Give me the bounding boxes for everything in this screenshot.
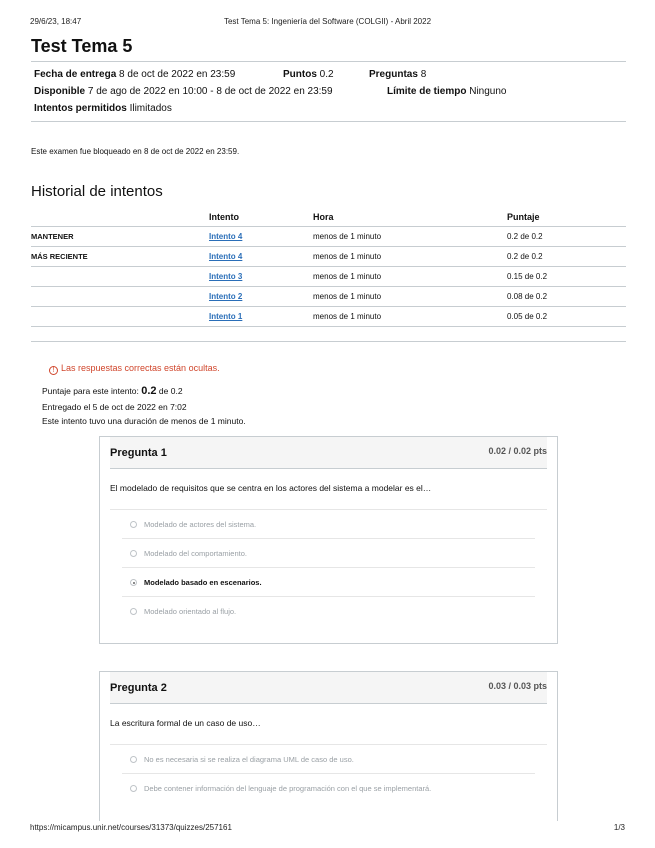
answer-option[interactable] xyxy=(122,597,535,626)
row-tag xyxy=(31,306,209,326)
row-time: menos de 1 minuto xyxy=(313,266,507,286)
hidden-warning-text: Las respuestas correctas están ocultas. xyxy=(61,363,220,373)
row-tag xyxy=(31,286,209,306)
header-tag xyxy=(31,208,209,226)
row-time: menos de 1 minuto xyxy=(313,286,507,306)
points xyxy=(283,69,334,80)
score-suffix: de 0.2 xyxy=(158,386,183,396)
radio-button[interactable] xyxy=(130,550,137,557)
due-date xyxy=(34,69,235,80)
score-value: 0.2 xyxy=(141,385,157,397)
table-header-row xyxy=(31,208,626,226)
answer-label: Modelado de actores del sistema. xyxy=(144,520,257,529)
row-time: menos de 1 minuto xyxy=(313,226,507,246)
row-tag: MÁS RECIENTE xyxy=(31,246,209,266)
row-time: menos de 1 minuto xyxy=(313,246,507,266)
page-number: 1/3 xyxy=(613,823,625,832)
score-prefix: Puntaje para este intento: xyxy=(42,386,139,396)
time-limit xyxy=(387,86,507,97)
table-row xyxy=(31,306,626,326)
questions-count xyxy=(369,69,426,80)
header-time: Hora xyxy=(313,208,507,226)
question-text: El modelado de requisitos que se centra en los actores del sistema a modelar es el… xyxy=(110,469,547,510)
answer-option[interactable] xyxy=(122,510,535,539)
attempts-value: Ilimitados xyxy=(129,103,172,114)
table-row xyxy=(31,286,626,306)
warning-icon: ! xyxy=(49,366,58,375)
radio-button[interactable] xyxy=(130,756,137,763)
time-limit-label: Límite de tiempo xyxy=(387,86,467,97)
header-score: Puntaje xyxy=(507,208,626,226)
hidden-answers-warning xyxy=(49,363,220,375)
row-score: 0.15 de 0.2 xyxy=(507,266,626,286)
print-date: 29/6/23, 18:47 xyxy=(30,17,82,26)
availability xyxy=(34,86,333,97)
available-value: 7 de ago de 2022 en 10:00 - 8 de oct de 2022 en 23:59 xyxy=(87,86,333,97)
radio-button[interactable] xyxy=(130,785,137,792)
attempt-link[interactable]: Intento 2 xyxy=(209,291,243,301)
answer-label: No es necesaria si se realiza el diagrama UML de caso de uso. xyxy=(144,755,354,764)
question-title: Pregunta 2 xyxy=(110,682,167,694)
attempts-label: Intentos permitidos xyxy=(34,103,127,114)
locked-message: Este examen fue bloqueado en 8 de oct de 2022 en 23:59. xyxy=(31,147,240,156)
available-label: Disponible xyxy=(34,86,86,97)
allowed-attempts xyxy=(34,103,172,114)
answer-option[interactable] xyxy=(122,745,535,774)
questions-value: 8 xyxy=(420,69,427,80)
answer-label: Debe contener información del lenguaje de programación con el que se implementará. xyxy=(144,784,432,793)
table-row xyxy=(31,246,626,266)
question-points: 0.03 / 0.03 pts xyxy=(488,681,547,691)
row-score: 0.2 de 0.2 xyxy=(507,246,626,266)
question-text: La escritura formal de un caso de uso… xyxy=(110,704,547,745)
attempt-score xyxy=(42,385,183,397)
radio-button[interactable] xyxy=(130,608,137,615)
table-row xyxy=(31,226,626,246)
header-attempt: Intento xyxy=(209,208,313,226)
quiz-details xyxy=(31,61,626,122)
due-label: Fecha de entrega xyxy=(34,69,117,80)
row-score: 0.05 de 0.2 xyxy=(507,306,626,326)
answer-option-selected[interactable] xyxy=(122,568,535,597)
history-divider xyxy=(31,341,626,342)
points-value: 0.2 xyxy=(319,69,334,80)
submitted-info: Entregado el 5 de oct de 2022 en 7:02 xyxy=(42,402,187,412)
question-card xyxy=(99,671,558,821)
table-row xyxy=(31,266,626,286)
attempt-link[interactable]: Intento 1 xyxy=(209,311,243,321)
question-card xyxy=(99,436,558,644)
answer-label: Modelado del comportamiento. xyxy=(144,549,247,558)
row-score: 0.2 de 0.2 xyxy=(507,226,626,246)
attempt-link[interactable]: Intento 4 xyxy=(209,251,243,261)
question-header xyxy=(110,672,547,704)
row-tag xyxy=(31,266,209,286)
answer-list xyxy=(122,745,535,803)
due-value: 8 de oct de 2022 en 23:59 xyxy=(119,69,236,80)
page-title: Test Tema 5 xyxy=(31,36,133,56)
attempt-history-table xyxy=(31,208,626,327)
question-title: Pregunta 1 xyxy=(110,447,167,459)
duration-info: Este intento tuvo una duración de menos de 1 minuto. xyxy=(42,416,246,426)
answer-label: Modelado basado en escenarios. xyxy=(144,578,262,587)
print-header xyxy=(30,17,625,29)
radio-button-selected[interactable] xyxy=(130,579,137,586)
page-url: https://micampus.unir.net/courses/31373/quizzes/257161 xyxy=(30,823,232,832)
answer-option[interactable] xyxy=(122,774,535,803)
radio-button[interactable] xyxy=(130,521,137,528)
question-header xyxy=(110,437,547,469)
row-time: menos de 1 minuto xyxy=(313,306,507,326)
answer-label: Modelado orientado al flujo. xyxy=(144,607,237,616)
question-points: 0.02 / 0.02 pts xyxy=(488,446,547,456)
history-title: Historial de intentos xyxy=(31,183,163,200)
row-tag: MANTENER xyxy=(31,226,209,246)
row-score: 0.08 de 0.2 xyxy=(507,286,626,306)
questions-label: Preguntas xyxy=(369,69,418,80)
attempt-link[interactable]: Intento 3 xyxy=(209,271,243,281)
attempt-link[interactable]: Intento 4 xyxy=(209,231,243,241)
time-limit-value: Ninguno xyxy=(469,86,507,97)
points-label: Puntos xyxy=(283,69,317,80)
print-document-title: Test Tema 5: Ingeniería del Software (COLGII) - Abril 2022 xyxy=(223,17,432,26)
answer-list xyxy=(122,510,535,626)
answer-option[interactable] xyxy=(122,539,535,568)
